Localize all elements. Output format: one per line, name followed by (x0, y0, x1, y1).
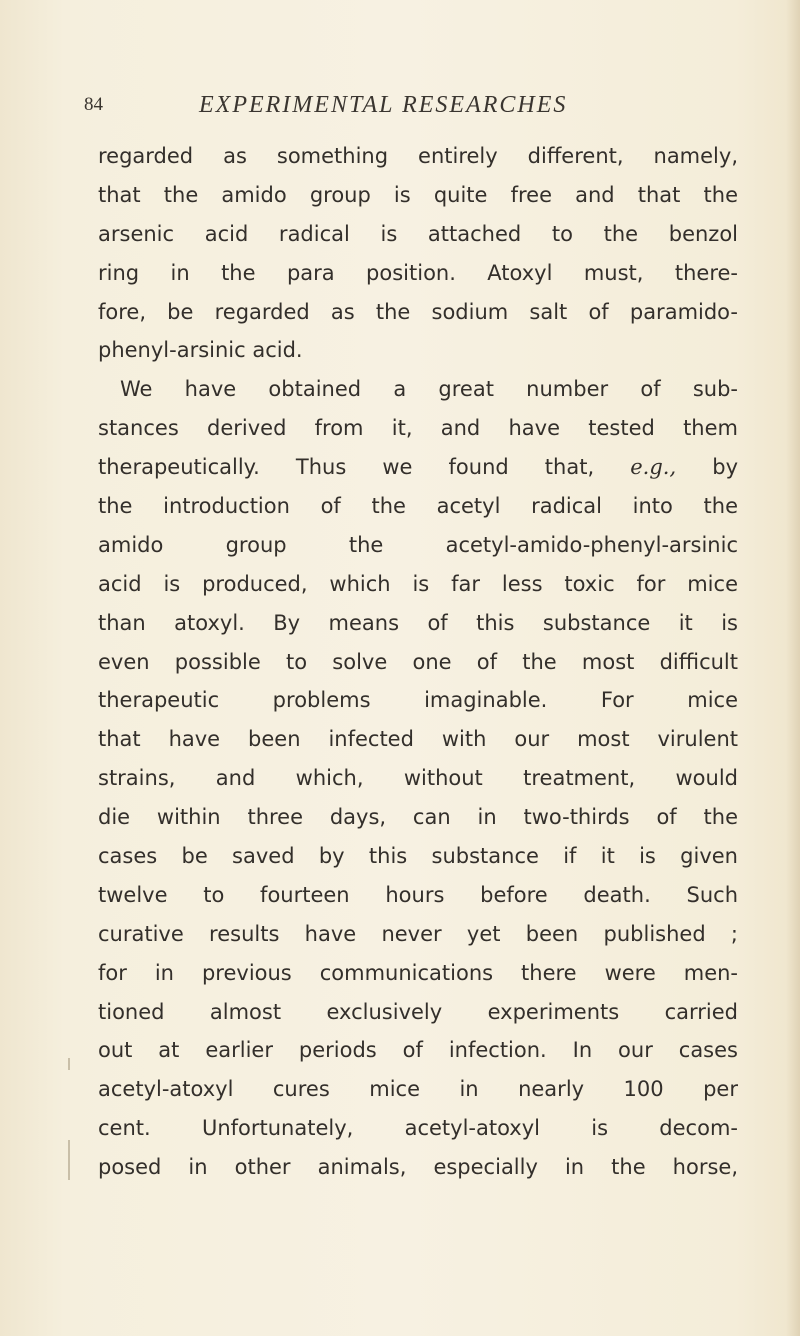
italic-abbreviation: e.g., (630, 455, 677, 480)
text-line (98, 448, 738, 487)
body-text (98, 137, 738, 1187)
margin-mark (68, 1058, 70, 1070)
text-line: phenyl-arsinic acid. (98, 338, 303, 363)
running-title: EXPERIMENTAL RESEARCHES (199, 92, 568, 118)
text-line: strains, and which, without treatment, would (98, 766, 738, 791)
text-line: cent. Unfortunately, acetyl-atoxyl is decom- (98, 1116, 738, 1141)
text-segment: by (712, 455, 738, 480)
page-edge-shadow (786, 0, 800, 1336)
margin-mark (68, 1140, 70, 1180)
text-line: stances derived from it, and have tested them (98, 416, 738, 441)
running-head (84, 92, 724, 132)
text-line: the introduction of the acetyl radical into the (98, 494, 738, 519)
text-line: amido group the acetyl-amido-phenyl-arsinic (98, 532, 738, 557)
text-line: curative results have never yet been published ; (98, 921, 738, 946)
text-segment: therapeutically. Thus we found that, (98, 455, 595, 480)
text-line: tioned almost exclusively experiments carried (98, 999, 738, 1024)
text-line: that have been infected with our most virulent (98, 727, 738, 752)
text-line: regarded as something entirely different, namely, (98, 144, 738, 168)
paragraph-start-line: We have obtained a great number of sub- (120, 377, 738, 402)
text-line: fore, be regarded as the sodium salt of paramido- (98, 299, 738, 324)
text-line: out at earlier periods of infection. In our cases (98, 1038, 738, 1063)
page-number: 84 (84, 94, 103, 115)
text-line: die within three days, can in two-thirds of the (98, 805, 738, 830)
text-line: acetyl-atoxyl cures mice in nearly 100 per (98, 1077, 738, 1102)
text-line: twelve to fourteen hours before death. Such (98, 882, 738, 907)
text-line: that the amido group is quite free and that the (98, 182, 738, 207)
text-line: posed in other animals, especially in the horse, (98, 1155, 738, 1180)
text-line: arsenic acid radical is attached to the benzol (98, 221, 738, 246)
text-line: for in previous communications there were men- (98, 960, 738, 985)
text-line: ring in the para position. Atoxyl must, there- (98, 260, 738, 285)
text-line: cases be saved by this substance if it is given (98, 844, 738, 869)
text-line: even possible to solve one of the most difficult (98, 649, 738, 674)
text-line: than atoxyl. By means of this substance it is (98, 610, 738, 635)
text-line: acid is produced, which is far less toxic for mice (98, 571, 738, 596)
text-line: therapeutic problems imaginable. For mice (98, 688, 738, 713)
